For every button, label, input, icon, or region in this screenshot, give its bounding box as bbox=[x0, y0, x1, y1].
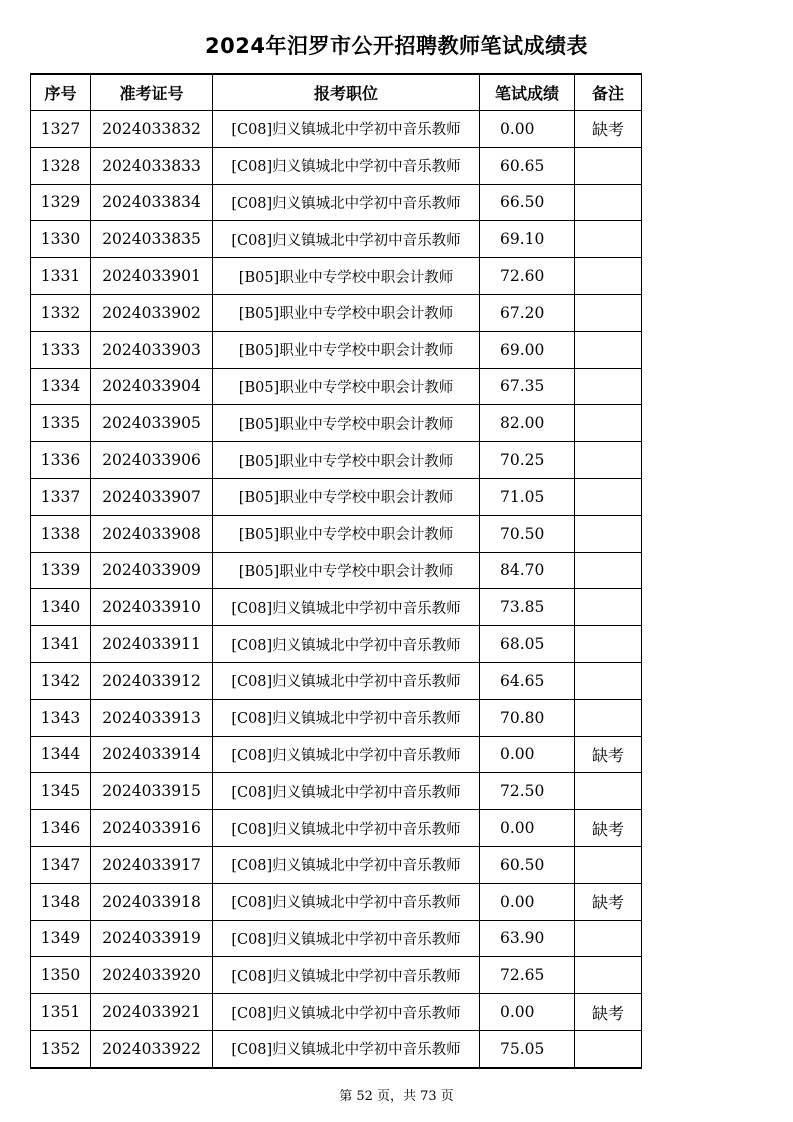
cell-remark bbox=[575, 1030, 642, 1067]
header-exam-id: 准考证号 bbox=[91, 74, 213, 111]
table-header-row bbox=[31, 74, 642, 111]
table-row bbox=[31, 111, 642, 148]
table-body bbox=[31, 111, 642, 1068]
cell-position: [C08]归义镇城北中学初中音乐教师 bbox=[213, 810, 480, 847]
cell-exam-id: 2024033832 bbox=[91, 111, 213, 148]
cell-remark: 缺考 bbox=[575, 736, 642, 773]
table-row bbox=[31, 699, 642, 736]
cell-seq: 1339 bbox=[31, 552, 91, 589]
cell-remark bbox=[575, 405, 642, 442]
cell-seq: 1332 bbox=[31, 294, 91, 331]
cell-score: 0.00 bbox=[480, 810, 575, 847]
cell-remark bbox=[575, 773, 642, 810]
cell-score: 72.65 bbox=[480, 957, 575, 994]
cell-score: 84.70 bbox=[480, 552, 575, 589]
cell-score: 60.50 bbox=[480, 846, 575, 883]
cell-remark bbox=[575, 920, 642, 957]
table-row bbox=[31, 994, 642, 1031]
cell-remark bbox=[575, 442, 642, 479]
table-row bbox=[31, 331, 642, 368]
cell-score: 60.65 bbox=[480, 147, 575, 184]
table-row bbox=[31, 515, 642, 552]
cell-score: 72.50 bbox=[480, 773, 575, 810]
cell-position: [C08]归义镇城北中学初中音乐教师 bbox=[213, 184, 480, 221]
cell-exam-id: 2024033913 bbox=[91, 699, 213, 736]
cell-score: 67.20 bbox=[480, 294, 575, 331]
cell-remark bbox=[575, 699, 642, 736]
cell-score: 0.00 bbox=[480, 111, 575, 148]
cell-exam-id: 2024033920 bbox=[91, 957, 213, 994]
cell-exam-id: 2024033918 bbox=[91, 883, 213, 920]
cell-seq: 1343 bbox=[31, 699, 91, 736]
cell-exam-id: 2024033905 bbox=[91, 405, 213, 442]
cell-exam-id: 2024033833 bbox=[91, 147, 213, 184]
cell-remark: 缺考 bbox=[575, 994, 642, 1031]
table-row bbox=[31, 920, 642, 957]
cell-score: 0.00 bbox=[480, 883, 575, 920]
cell-position: [C08]归义镇城北中学初中音乐教师 bbox=[213, 994, 480, 1031]
cell-position: [C08]归义镇城北中学初中音乐教师 bbox=[213, 662, 480, 699]
cell-position: [B05]职业中专学校中职会计教师 bbox=[213, 442, 480, 479]
table-row bbox=[31, 442, 642, 479]
cell-exam-id: 2024033907 bbox=[91, 478, 213, 515]
cell-seq: 1348 bbox=[31, 883, 91, 920]
cell-score: 73.85 bbox=[480, 589, 575, 626]
cell-score: 0.00 bbox=[480, 736, 575, 773]
table-row bbox=[31, 810, 642, 847]
cell-position: [C08]归义镇城北中学初中音乐教师 bbox=[213, 883, 480, 920]
cell-exam-id: 2024033834 bbox=[91, 184, 213, 221]
cell-seq: 1344 bbox=[31, 736, 91, 773]
cell-position: [C08]归义镇城北中学初中音乐教师 bbox=[213, 147, 480, 184]
cell-seq: 1333 bbox=[31, 331, 91, 368]
table-row bbox=[31, 184, 642, 221]
cell-exam-id: 2024033904 bbox=[91, 368, 213, 405]
cell-score: 75.05 bbox=[480, 1030, 575, 1067]
cell-seq: 1338 bbox=[31, 515, 91, 552]
cell-position: [B05]职业中专学校中职会计教师 bbox=[213, 405, 480, 442]
cell-seq: 1351 bbox=[31, 994, 91, 1031]
table-row bbox=[31, 552, 642, 589]
table-row bbox=[31, 589, 642, 626]
cell-seq: 1352 bbox=[31, 1030, 91, 1067]
page-title: 2024年汨罗市公开招聘教师笔试成绩表 bbox=[205, 34, 588, 58]
cell-exam-id: 2024033921 bbox=[91, 994, 213, 1031]
cell-score: 67.35 bbox=[480, 368, 575, 405]
cell-remark bbox=[575, 552, 642, 589]
cell-remark bbox=[575, 147, 642, 184]
cell-position: [B05]职业中专学校中职会计教师 bbox=[213, 368, 480, 405]
scores-table bbox=[30, 73, 642, 1069]
cell-seq: 1330 bbox=[31, 221, 91, 258]
cell-seq: 1327 bbox=[31, 111, 91, 148]
cell-exam-id: 2024033917 bbox=[91, 846, 213, 883]
cell-score: 70.50 bbox=[480, 515, 575, 552]
page-footer: 第 52 页，共 73 页 bbox=[339, 1089, 454, 1104]
header-seq: 序号 bbox=[31, 74, 91, 111]
cell-seq: 1341 bbox=[31, 626, 91, 663]
cell-position: [C08]归义镇城北中学初中音乐教师 bbox=[213, 846, 480, 883]
cell-seq: 1337 bbox=[31, 478, 91, 515]
cell-exam-id: 2024033919 bbox=[91, 920, 213, 957]
cell-seq: 1350 bbox=[31, 957, 91, 994]
cell-exam-id: 2024033909 bbox=[91, 552, 213, 589]
cell-score: 72.60 bbox=[480, 258, 575, 295]
cell-remark bbox=[575, 478, 642, 515]
cell-seq: 1349 bbox=[31, 920, 91, 957]
cell-exam-id: 2024033922 bbox=[91, 1030, 213, 1067]
table-row bbox=[31, 846, 642, 883]
cell-position: [B05]职业中专学校中职会计教师 bbox=[213, 294, 480, 331]
cell-score: 71.05 bbox=[480, 478, 575, 515]
cell-exam-id: 2024033835 bbox=[91, 221, 213, 258]
cell-seq: 1335 bbox=[31, 405, 91, 442]
cell-seq: 1331 bbox=[31, 258, 91, 295]
table-row bbox=[31, 662, 642, 699]
header-remark: 备注 bbox=[575, 74, 642, 111]
table-row bbox=[31, 1030, 642, 1067]
cell-exam-id: 2024033911 bbox=[91, 626, 213, 663]
cell-score: 69.00 bbox=[480, 331, 575, 368]
table-row bbox=[31, 294, 642, 331]
cell-position: [B05]职业中专学校中职会计教师 bbox=[213, 515, 480, 552]
cell-position: [C08]归义镇城北中学初中音乐教师 bbox=[213, 736, 480, 773]
table-row bbox=[31, 736, 642, 773]
cell-remark bbox=[575, 221, 642, 258]
cell-seq: 1345 bbox=[31, 773, 91, 810]
cell-position: [C08]归义镇城北中学初中音乐教师 bbox=[213, 589, 480, 626]
cell-exam-id: 2024033903 bbox=[91, 331, 213, 368]
cell-remark bbox=[575, 331, 642, 368]
cell-exam-id: 2024033902 bbox=[91, 294, 213, 331]
cell-position: [C08]归义镇城北中学初中音乐教师 bbox=[213, 626, 480, 663]
table-row bbox=[31, 957, 642, 994]
cell-exam-id: 2024033910 bbox=[91, 589, 213, 626]
cell-score: 66.50 bbox=[480, 184, 575, 221]
cell-position: [C08]归义镇城北中学初中音乐教师 bbox=[213, 920, 480, 957]
cell-exam-id: 2024033908 bbox=[91, 515, 213, 552]
cell-remark: 缺考 bbox=[575, 883, 642, 920]
cell-remark bbox=[575, 957, 642, 994]
cell-position: [C08]归义镇城北中学初中音乐教师 bbox=[213, 957, 480, 994]
cell-seq: 1340 bbox=[31, 589, 91, 626]
cell-exam-id: 2024033914 bbox=[91, 736, 213, 773]
cell-seq: 1342 bbox=[31, 662, 91, 699]
cell-score: 70.80 bbox=[480, 699, 575, 736]
cell-seq: 1329 bbox=[31, 184, 91, 221]
cell-position: [C08]归义镇城北中学初中音乐教师 bbox=[213, 221, 480, 258]
cell-seq: 1328 bbox=[31, 147, 91, 184]
cell-seq: 1334 bbox=[31, 368, 91, 405]
cell-remark bbox=[575, 626, 642, 663]
cell-exam-id: 2024033916 bbox=[91, 810, 213, 847]
cell-exam-id: 2024033915 bbox=[91, 773, 213, 810]
cell-score: 69.10 bbox=[480, 221, 575, 258]
cell-score: 0.00 bbox=[480, 994, 575, 1031]
cell-remark bbox=[575, 258, 642, 295]
table-row bbox=[31, 405, 642, 442]
table-row bbox=[31, 368, 642, 405]
cell-position: [C08]归义镇城北中学初中音乐教师 bbox=[213, 111, 480, 148]
table-row bbox=[31, 478, 642, 515]
cell-remark bbox=[575, 515, 642, 552]
cell-remark bbox=[575, 294, 642, 331]
table-row bbox=[31, 773, 642, 810]
cell-seq: 1346 bbox=[31, 810, 91, 847]
cell-position: [C08]归义镇城北中学初中音乐教师 bbox=[213, 773, 480, 810]
table-row bbox=[31, 147, 642, 184]
cell-position: [C08]归义镇城北中学初中音乐教师 bbox=[213, 699, 480, 736]
cell-remark bbox=[575, 184, 642, 221]
cell-exam-id: 2024033912 bbox=[91, 662, 213, 699]
cell-score: 70.25 bbox=[480, 442, 575, 479]
cell-seq: 1336 bbox=[31, 442, 91, 479]
header-score: 笔试成绩 bbox=[480, 74, 575, 111]
table-row bbox=[31, 258, 642, 295]
cell-score: 82.00 bbox=[480, 405, 575, 442]
table-row bbox=[31, 883, 642, 920]
cell-remark bbox=[575, 368, 642, 405]
cell-remark: 缺考 bbox=[575, 810, 642, 847]
cell-remark bbox=[575, 589, 642, 626]
cell-position: [B05]职业中专学校中职会计教师 bbox=[213, 552, 480, 589]
cell-exam-id: 2024033906 bbox=[91, 442, 213, 479]
cell-score: 68.05 bbox=[480, 626, 575, 663]
cell-exam-id: 2024033901 bbox=[91, 258, 213, 295]
cell-position: [B05]职业中专学校中职会计教师 bbox=[213, 258, 480, 295]
cell-position: [B05]职业中专学校中职会计教师 bbox=[213, 331, 480, 368]
cell-position: [B05]职业中专学校中职会计教师 bbox=[213, 478, 480, 515]
table-row bbox=[31, 626, 642, 663]
cell-position: [C08]归义镇城北中学初中音乐教师 bbox=[213, 1030, 480, 1067]
table-row bbox=[31, 221, 642, 258]
cell-score: 64.65 bbox=[480, 662, 575, 699]
cell-remark bbox=[575, 662, 642, 699]
header-position: 报考职位 bbox=[213, 74, 480, 111]
cell-seq: 1347 bbox=[31, 846, 91, 883]
cell-remark: 缺考 bbox=[575, 111, 642, 148]
cell-score: 63.90 bbox=[480, 920, 575, 957]
cell-remark bbox=[575, 846, 642, 883]
